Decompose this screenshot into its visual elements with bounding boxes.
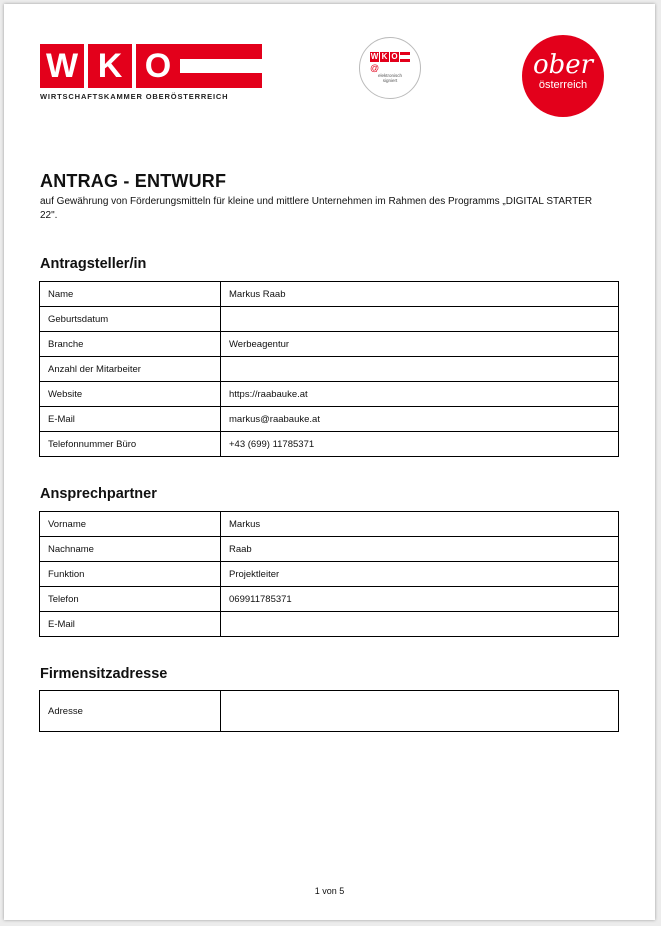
- field-value[interactable]: +43 (699) 11785371: [221, 432, 619, 457]
- field-value[interactable]: markus@raabauke.at: [221, 407, 619, 432]
- field-value[interactable]: Markus: [221, 512, 619, 537]
- field-value[interactable]: Werbeagentur: [221, 332, 619, 357]
- field-label: Branche: [40, 332, 221, 357]
- field-label: Name: [40, 282, 221, 307]
- table-row: [40, 512, 619, 537]
- table-row: [40, 587, 619, 612]
- table-row: [40, 537, 619, 562]
- table-row: [40, 332, 619, 357]
- field-value[interactable]: [221, 691, 619, 732]
- field-label: Funktion: [40, 562, 221, 587]
- field-label: Vorname: [40, 512, 221, 537]
- section-heading-contact: Ansprechpartner: [40, 486, 157, 502]
- table-row: [40, 691, 619, 732]
- field-label: Website: [40, 382, 221, 407]
- wko-subtitle: WIRTSCHAFTSKAMMER OBERÖSTERREICH: [40, 92, 229, 101]
- ober-word: ober: [532, 50, 594, 80]
- seal-line2: signiert: [382, 78, 398, 83]
- seal-letter-k: K: [381, 52, 388, 61]
- seal-at-icon: @: [370, 63, 380, 73]
- field-value[interactable]: [221, 357, 619, 382]
- seal-letter-o: O: [391, 52, 398, 61]
- field-value[interactable]: Projektleiter: [221, 562, 619, 587]
- field-label: Anzahl der Mitarbeiter: [40, 357, 221, 382]
- table-row: [40, 382, 619, 407]
- document-page: [4, 4, 655, 920]
- ober-sub: österreich: [538, 79, 588, 91]
- field-value[interactable]: https://raabauke.at: [221, 382, 619, 407]
- table-row: [40, 307, 619, 332]
- document-title: ANTRAG - ENTWURF: [40, 171, 227, 191]
- field-label: Geburtsdatum: [40, 307, 221, 332]
- table-row: [40, 282, 619, 307]
- seal-letter-w: W: [370, 52, 379, 61]
- table-row: [40, 357, 619, 382]
- field-label: Telefonnummer Büro: [40, 432, 221, 457]
- e-signature-seal: [359, 37, 421, 99]
- table-row: [40, 432, 619, 457]
- applicant-table: [39, 281, 619, 457]
- field-label: Telefon: [40, 587, 221, 612]
- field-value[interactable]: 069911785371: [221, 587, 619, 612]
- field-value[interactable]: Raab: [221, 537, 619, 562]
- wko-letter-w: W: [40, 44, 84, 88]
- oberoesterreich-logo: [522, 35, 604, 117]
- table-row: [40, 562, 619, 587]
- section-heading-applicant: Antragsteller/in: [40, 256, 147, 272]
- table-row: [40, 612, 619, 637]
- wko-letter-k: K: [88, 44, 132, 88]
- field-label: Nachname: [40, 537, 221, 562]
- wko-logo: [40, 44, 228, 101]
- address-table: [39, 690, 619, 732]
- field-label: E-Mail: [40, 407, 221, 432]
- austria-flag-icon: [180, 44, 262, 88]
- field-value[interactable]: Markus Raab: [221, 282, 619, 307]
- field-value[interactable]: [221, 307, 619, 332]
- section-heading-address: Firmensitzadresse: [40, 666, 168, 682]
- field-label: Adresse: [40, 691, 221, 732]
- table-row: [40, 407, 619, 432]
- seal-flag-icon: [400, 52, 410, 62]
- seal-line1: elektronisch: [377, 73, 402, 78]
- field-value[interactable]: [221, 612, 619, 637]
- document-subtitle: auf Gewährung von Förderungsmitteln für kleine und mittlere Unternehmen im Rahmen des Programms „DIGITAL STARTER 22".: [40, 196, 593, 221]
- page-indicator: 1 von 5: [314, 886, 345, 896]
- contact-table: [39, 511, 619, 637]
- wko-letter-o: O: [136, 44, 180, 88]
- field-label: E-Mail: [40, 612, 221, 637]
